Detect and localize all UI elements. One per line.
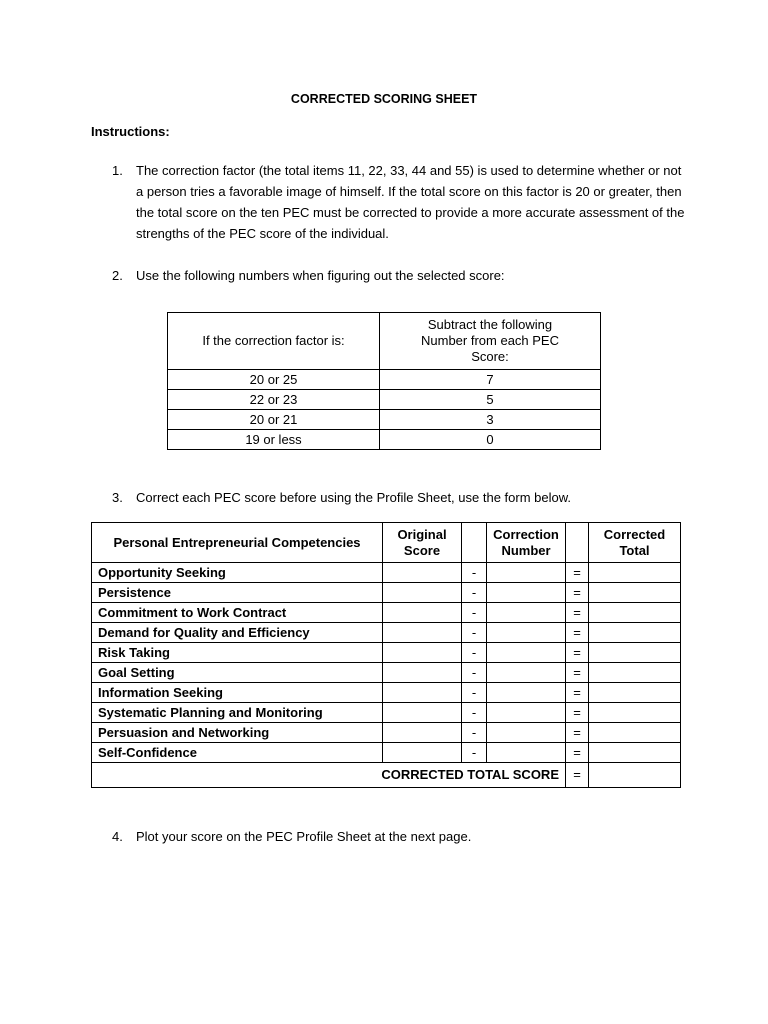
minus-sign: - bbox=[462, 563, 487, 583]
corrected-total-field[interactable] bbox=[589, 643, 681, 663]
original-score-field[interactable] bbox=[383, 663, 462, 683]
subtract-cell: 3 bbox=[380, 410, 601, 430]
minus-sign: - bbox=[462, 743, 487, 763]
correction-number-field[interactable] bbox=[487, 723, 566, 743]
table-row bbox=[92, 663, 681, 683]
original-score-field[interactable] bbox=[383, 583, 462, 603]
equals-sign: = bbox=[566, 663, 589, 683]
table-row bbox=[92, 643, 681, 663]
competency-name: Persistence bbox=[92, 583, 383, 603]
item-text: Plot your score on the PEC Profile Sheet at the next page. bbox=[136, 829, 472, 844]
minus-sign: - bbox=[462, 583, 487, 603]
corrected-total-label: CORRECTED TOTAL SCORE bbox=[92, 763, 566, 788]
subtract-header: Subtract the following Number from each PEC Score: bbox=[380, 313, 601, 370]
competency-name: Opportunity Seeking bbox=[92, 563, 383, 583]
instruction-item-4 bbox=[112, 826, 687, 847]
corrected-total-field[interactable] bbox=[589, 663, 681, 683]
corrected-total-field[interactable] bbox=[589, 603, 681, 623]
competency-name: Commitment to Work Contract bbox=[92, 603, 383, 623]
instruction-item-2 bbox=[112, 265, 687, 286]
table-row bbox=[168, 370, 601, 390]
table-row bbox=[92, 743, 681, 763]
minus-sign: - bbox=[462, 723, 487, 743]
instruction-item-1 bbox=[112, 160, 687, 244]
table-row bbox=[92, 683, 681, 703]
correction-number-header: Correction Number bbox=[487, 523, 566, 563]
competency-name: Systematic Planning and Monitoring bbox=[92, 703, 383, 723]
corrected-total-field[interactable] bbox=[589, 723, 681, 743]
equals-sign: = bbox=[566, 623, 589, 643]
original-score-field[interactable] bbox=[383, 743, 462, 763]
factor-cell: 19 or less bbox=[168, 430, 380, 450]
table-row bbox=[168, 430, 601, 450]
competency-name: Goal Setting bbox=[92, 663, 383, 683]
corrected-total-field[interactable] bbox=[589, 703, 681, 723]
equals-sign: = bbox=[566, 683, 589, 703]
correction-number-field[interactable] bbox=[487, 643, 566, 663]
original-score-field[interactable] bbox=[383, 723, 462, 743]
correction-number-field[interactable] bbox=[487, 583, 566, 603]
corrected-total-field[interactable] bbox=[589, 583, 681, 603]
correction-number-field[interactable] bbox=[487, 663, 566, 683]
instruction-item-3 bbox=[112, 487, 687, 508]
subtract-cell: 7 bbox=[380, 370, 601, 390]
competencies-header: Personal Entrepreneurial Competencies bbox=[92, 523, 383, 563]
factor-cell: 20 or 25 bbox=[168, 370, 380, 390]
corrected-total-field[interactable] bbox=[589, 563, 681, 583]
item-text: The correction factor (the total items 11, 22, 33, 44 and 55) is used to determine whether or not a person tries a favorable image of himself. If the total score on this factor is 20 or greater, then the total score on the ten PEC must be corrected to provide a more accurate assessment of the strengths of the PEC score of the individual. bbox=[136, 163, 685, 241]
competency-name: Persuasion and Networking bbox=[92, 723, 383, 743]
correction-number-field[interactable] bbox=[487, 703, 566, 723]
correction-factor-table bbox=[167, 312, 601, 450]
minus-sign: - bbox=[462, 703, 487, 723]
factor-cell: 22 or 23 bbox=[168, 390, 380, 410]
table-row bbox=[168, 390, 601, 410]
equals-sign: = bbox=[566, 583, 589, 603]
equals-sign: = bbox=[566, 643, 589, 663]
item-number: 3. bbox=[112, 490, 123, 505]
competency-name: Information Seeking bbox=[92, 683, 383, 703]
item-text: Use the following numbers when figuring out the selected score: bbox=[136, 268, 505, 283]
table-row bbox=[92, 563, 681, 583]
page-title: CORRECTED SCORING SHEET bbox=[290, 92, 478, 106]
table-row bbox=[92, 723, 681, 743]
equals-sign: = bbox=[566, 603, 589, 623]
item-number: 1. bbox=[112, 163, 123, 178]
corrected-total-field[interactable] bbox=[589, 743, 681, 763]
correction-number-field[interactable] bbox=[487, 623, 566, 643]
item-number: 2. bbox=[112, 268, 123, 283]
original-score-field[interactable] bbox=[383, 563, 462, 583]
table-row bbox=[168, 410, 601, 430]
factor-header: If the correction factor is: bbox=[168, 313, 380, 370]
original-score-field[interactable] bbox=[383, 623, 462, 643]
correction-number-field[interactable] bbox=[487, 743, 566, 763]
competency-name: Risk Taking bbox=[92, 643, 383, 663]
original-score-field[interactable] bbox=[383, 603, 462, 623]
minus-sign: - bbox=[462, 683, 487, 703]
original-score-field[interactable] bbox=[383, 683, 462, 703]
item-number: 4. bbox=[112, 829, 123, 844]
correction-number-field[interactable] bbox=[487, 683, 566, 703]
table-row bbox=[92, 583, 681, 603]
equals-sign: = bbox=[566, 743, 589, 763]
minus-sign: - bbox=[462, 603, 487, 623]
corrected-total-score-field[interactable] bbox=[589, 763, 681, 788]
instructions-heading: Instructions: bbox=[91, 124, 170, 139]
corrected-total-field[interactable] bbox=[589, 623, 681, 643]
equals-sign: = bbox=[566, 563, 589, 583]
minus-sign: - bbox=[462, 643, 487, 663]
pec-score-form bbox=[91, 522, 681, 788]
subtract-cell: 0 bbox=[380, 430, 601, 450]
corrected-total-field[interactable] bbox=[589, 683, 681, 703]
equals-sign: = bbox=[566, 763, 589, 788]
minus-sign: - bbox=[462, 663, 487, 683]
minus-sign: - bbox=[462, 623, 487, 643]
competency-name: Self-Confidence bbox=[92, 743, 383, 763]
corrected-total-header: Corrected Total bbox=[589, 523, 681, 563]
table-row bbox=[92, 623, 681, 643]
equals-sign: = bbox=[566, 723, 589, 743]
competency-name: Demand for Quality and Efficiency bbox=[92, 623, 383, 643]
item-text: Correct each PEC score before using the Profile Sheet, use the form below. bbox=[136, 490, 572, 505]
original-score-header: Original Score bbox=[383, 523, 462, 563]
correction-number-field[interactable] bbox=[487, 603, 566, 623]
factor-cell: 20 or 21 bbox=[168, 410, 380, 430]
correction-number-field[interactable] bbox=[487, 563, 566, 583]
equals-sign: = bbox=[566, 703, 589, 723]
original-score-field[interactable] bbox=[383, 643, 462, 663]
table-row bbox=[92, 703, 681, 723]
subtract-cell: 5 bbox=[380, 390, 601, 410]
original-score-field[interactable] bbox=[383, 703, 462, 723]
table-row bbox=[92, 603, 681, 623]
